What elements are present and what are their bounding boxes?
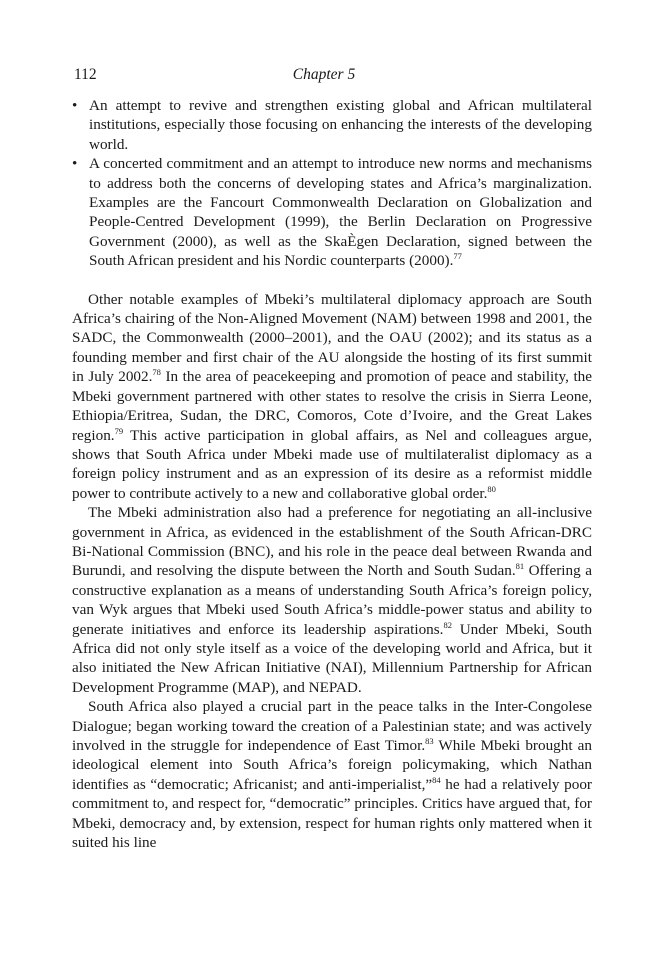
footnote-ref[interactable]: 82 xyxy=(443,619,452,630)
footnote-ref[interactable]: 83 xyxy=(425,736,434,746)
bullet-text: An attempt to revive and strengthen existing global and African multilateral institutions, especially those focusing on enhancing the interests of the developing world. xyxy=(89,97,592,153)
page-number: 112 xyxy=(74,66,97,83)
paragraph xyxy=(72,290,592,503)
paragraph-text: Other notable examples of Mbeki’s multilateral diplomacy approach are South Africa’s chairing of the Non-Aligned Movement (NAM) between 1998 and 2001, the SADC, the Commonwealth (2000–2001), and the OAU (2002); and its status as a founding member and first chair of the AU alongside the hosting of its first summit in July 2002. xyxy=(72,290,592,386)
paragraph-text: South Africa also played a crucial part in the peace talks in the Inter-Congolese Dialogue; began working toward the creation of a Palestinian state; and was actively involved in the struggle for independence of East Timor. xyxy=(72,698,592,754)
bullet-text: A concerted commitment and an attempt to introduce new norms and mechanisms to address both the concerns of developing states and Africa’s marginalization. Examples are the Fancourt Commonwealth Declaration on Globalization and People-Centred Development (1999), the Berlin Declaration on Progressive Government (2000), as well as the SkaÈgen Declaration, signed between the South African president and his Nordic counterparts (2000). xyxy=(89,155,592,270)
paragraph-text: Under Mbeki, South Africa did not only style itself as a voice of the developing world and Africa, but it also initiated the New African Initiative (NAI), Millennium Partnership for African Development Programme (MAP), and NEPAD. xyxy=(72,620,593,696)
paragraph-text: While Mbeki brought an ideological element into South Africa’s foreign policymaking, which Nathan identifies as “democratic; Africanist; and anti-imperialist,” xyxy=(72,737,592,793)
bullet-icon: • xyxy=(72,97,78,114)
paragraph-text: This active participation in global affairs, as Nel and colleagues argue, shows that South Africa under Mbeki made use of multilateralist diplomacy as a foreign policy instrument and as an expression of its desire as a reformist middle power to contribute actively to a new and collaborative global order. xyxy=(72,426,592,502)
footnote-ref[interactable]: 84 xyxy=(432,774,441,785)
footnote-ref[interactable]: 77 xyxy=(453,251,462,262)
running-head: Chapter 5 xyxy=(292,66,356,83)
bullet-item xyxy=(72,96,592,154)
bullet-item xyxy=(72,154,592,270)
paragraph-text: In the area of peacekeeping and promotion of peace and stability, the Mbeki government partnered with other states to resolve the crisis in Sierra Leone, Ethiopia/Eritrea, Sudan, the DRC, Comoros, Cote d’Ivoire, and the Great Lakes region. xyxy=(72,368,592,444)
bullet-list xyxy=(72,96,592,271)
footnote-ref[interactable]: 81 xyxy=(515,561,525,572)
paragraph xyxy=(72,697,592,852)
body-text xyxy=(72,96,592,852)
paragraph-text: Offering a constructive explanation as a means of understanding South Africa’s foreign policy, van Wyk argues that Mbeki used South Africa’s middle-power status and ability to generate initiatives and enforce its leadership aspirations. xyxy=(72,562,592,638)
footnote-ref[interactable]: 79 xyxy=(114,425,124,436)
paragraph-text: The Mbeki administration also had a preference for negotiating an all-inclusive government in Africa, as evidenced in the establishment of the South African-DRC Bi-National Commission (BNC), and his role in the peace deal between Rwanda and Burundi, and resolving the dispute between the North and South Sudan. xyxy=(72,504,592,580)
page-header xyxy=(74,66,574,86)
footnote-ref[interactable]: 80 xyxy=(487,483,496,494)
footnote-ref[interactable]: 78 xyxy=(152,367,161,378)
paragraph-text: he had a relatively poor commitment to, and respect for, “democratic” principles. Critics have argued that, for Mbeki, democracy and, by extension, respect for human rights only mattered when it suited his line xyxy=(72,775,592,852)
bullet-icon: • xyxy=(72,155,78,173)
paragraph xyxy=(72,503,592,697)
